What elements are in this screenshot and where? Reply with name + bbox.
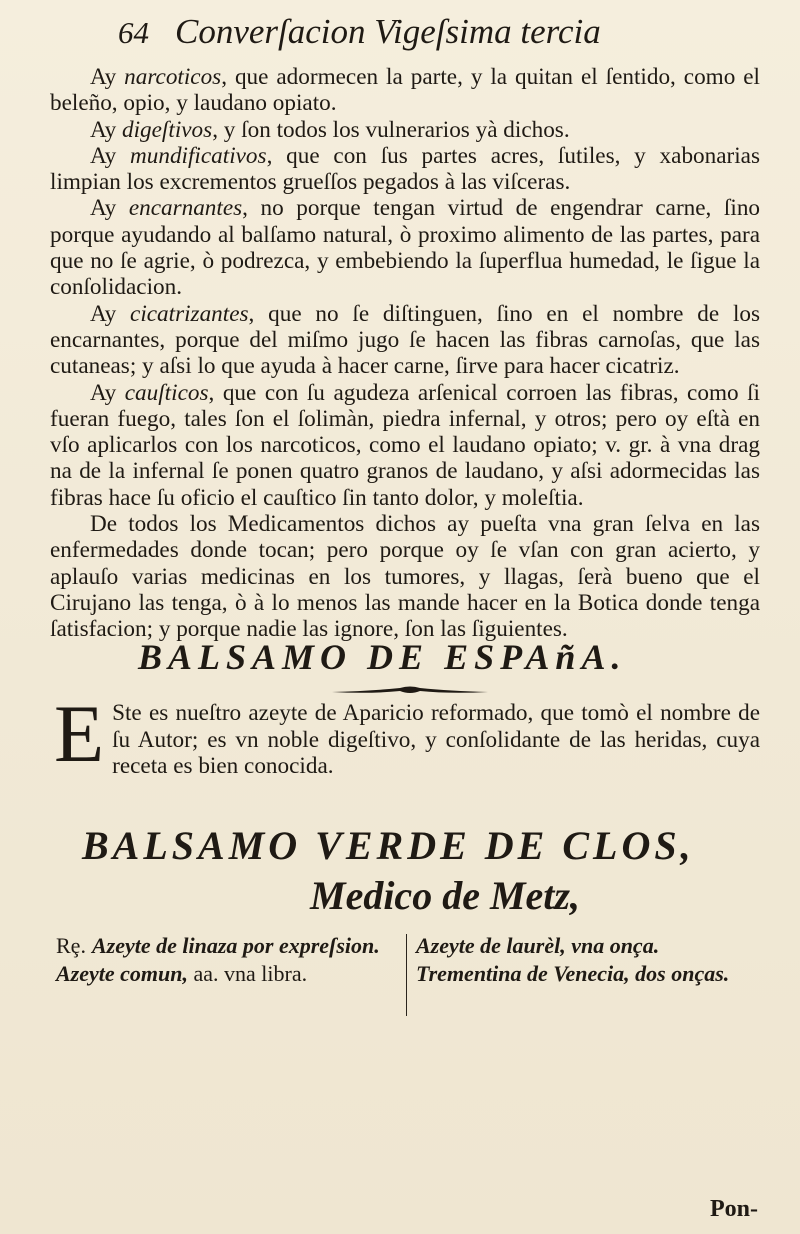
paragraph-causticos: Ay cauſticos, que con ſu agudeza arſenical corroen las fibras, como ſi fueran fuego, tales ſon el ſolimàn, piedra infernal, y otros; pero oy eſtà en vſo aplicarlos con los narcoticos, como el laudano opiato; v. gr. à vna drag na de la infernal ſe ponen quatro granos de laudano, y aſsi adormecidas las fibras hace ſu oficio el cauſtico ſin tanto dolor, y moleſtia.	[50, 379, 761, 511]
heading-balsamo-espana: BALSAMO DE ESPAñA.	[138, 637, 627, 677]
body-text	[50, 64, 760, 643]
recipe-item: Azeyte de laurèl, vna onça.	[416, 933, 660, 958]
paragraph-mundificativos: Ay mundificativos, que con ſus partes acres, ſutiles, y xabonarias limpian los excrementos grueſſos pegados à las viſceras.	[50, 142, 760, 196]
catchword: Pon-	[710, 1196, 758, 1222]
paragraph-encarnantes: Ay encarnantes, no porque tengan virtud de engendrar carne, ſino porque ayudando al balſamo natural, ò proximo alimento de las partes, para que no ſe agrie, ò podrezca, y embebiendo la ſuperflua humedad, le ſigue la conſolidacion.	[50, 195, 761, 301]
ornament-rule	[330, 684, 490, 696]
running-title: Converſacion Vigeſsima tercia	[175, 12, 601, 51]
recipe-left-column	[56, 932, 398, 988]
page-header	[118, 12, 758, 58]
heading-balsamo-verde: BALSAMO VERDE DE CLOS,	[82, 823, 695, 868]
paragraph-cicatrizantes: Ay cicatrizantes, que no ſe diſtinguen, ſino en el nombre de los encarnantes, porque del miſmo jugo ſe hacen las fibras carnoſas, que las cutaneas; y aſsi lo que ayuda à hacer carne, ſirve para hacer cicatriz.	[50, 300, 761, 380]
entry-text: Ste es nueſtro azeyte de Aparicio reformado, que tomò el nombre de ſu Autor; es vn noble digeſtivo, y conſolidante de las heridas, cuya receta es bien conocida.	[112, 700, 760, 779]
recipe-right-column	[416, 932, 772, 988]
page-number: 64	[118, 15, 149, 50]
recipe-symbol: Rȩ.	[56, 933, 86, 958]
paragraph-narcoticos: Ay narcoticos, que adormecen la parte, y la quitan el ſentido, como el beleño, opio, y laudano opiato.	[50, 64, 760, 117]
recipe-item: Azeyte comun, aa. vna libra.	[56, 961, 308, 986]
paragraph-digestivos: Ay digeſtivos, y ſon todos los vulnerarios yà dichos.	[90, 116, 570, 143]
recipe-item: Trementina de Venecia, dos onças.	[416, 961, 730, 986]
entry-balsamo-espana	[50, 688, 760, 780]
column-divider	[406, 934, 407, 1016]
paragraph-medicamentos: De todos los Medicamentos dichos ay pueſta vna gran ſelva en las enfermedades donde tocan; pero porque oy ſe vſan con gran acierto, y aplauſo varias medicinas en los tumores, y llagas, ſerà bueno que el Cirujano las tenga, ò à lo menos las mande hacer en la Botica donde tenga ſatisfacion; y porque nadie las ignore, ſon las ſiguientes.	[50, 511, 760, 643]
recipe-item: Rȩ. Azeyte de linaza por expreſsion.	[56, 933, 380, 958]
drop-cap: E	[54, 688, 105, 779]
subheading-medico: Medico de Metz,	[310, 873, 580, 918]
